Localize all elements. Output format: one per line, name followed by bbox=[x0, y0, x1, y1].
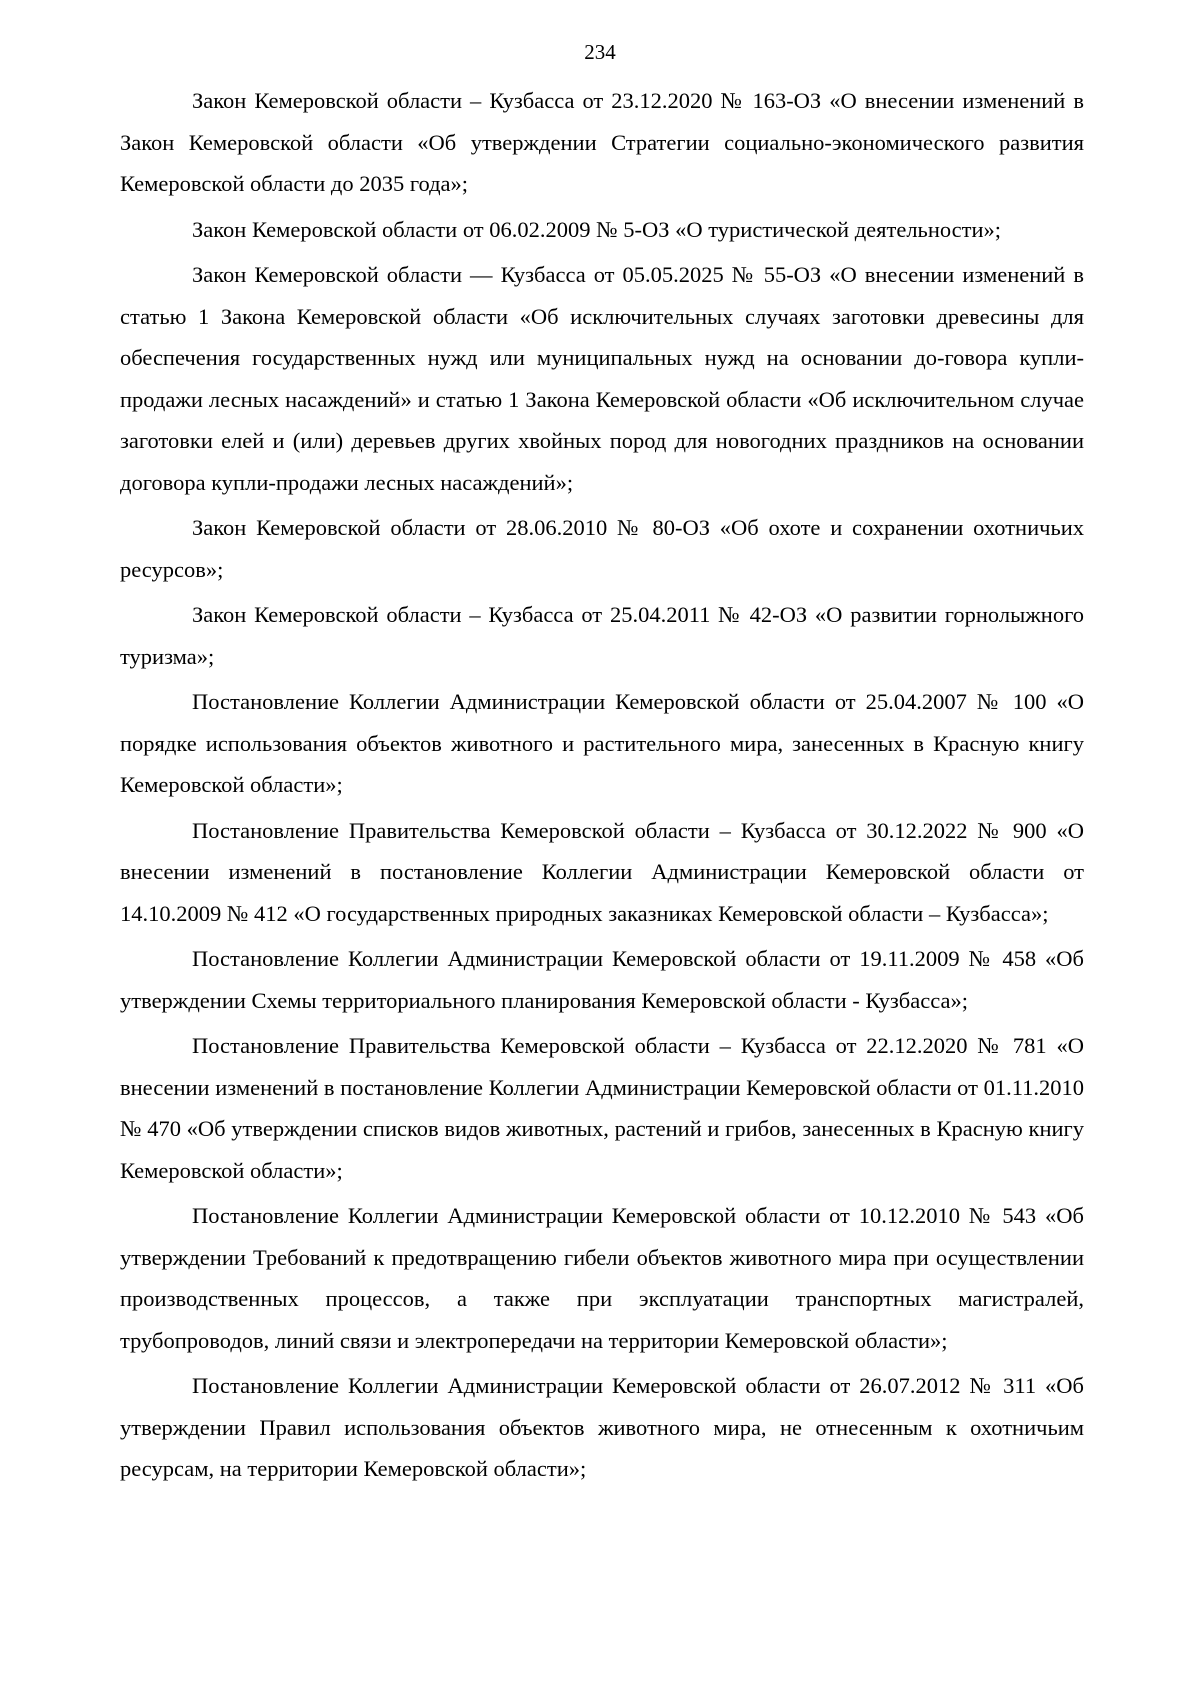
paragraph-resolution-781: Постановление Правительства Кемеровской области – Кузбасса от 22.12.2020 № 781 «О внесении изменений в постановление Коллегии Администрации Кемеровской области от 01.11.2010 № 470 «Об утверждении списков видов животных, растений и грибов, занесенных в Красную книгу Кемеровской области»; bbox=[120, 1033, 1084, 1183]
paragraph-law-42-oz: Закон Кемеровской области – Кузбасса от 25.04.2011 № 42-ОЗ «О развитии горнолыжного туризма»; bbox=[120, 602, 1084, 669]
document-body bbox=[120, 80, 1084, 1494]
paragraph-resolution-100: Постановление Коллегии Администрации Кемеровской области от 25.04.2007 № 100 «О порядке использования объектов животного и растительного мира, занесенных в Красную книгу Кемеровской области»; bbox=[120, 689, 1084, 797]
paragraph-resolution-900: Постановление Правительства Кемеровской области – Кузбасса от 30.12.2022 № 900 «О внесении изменений в постановление Коллегии Администрации Кемеровской области от 14.10.2009 № 412 «О государственных природных заказниках Кемеровской области – Кузбасса»; bbox=[120, 817, 1084, 926]
paragraph-law-80-oz: Закон Кемеровской области от 28.06.2010 № 80-ОЗ «Об охоте и сохранении охотничьих ресурсов»; bbox=[120, 515, 1084, 582]
paragraph-resolution-543: Постановление Коллегии Администрации Кемеровской области от 10.12.2010 № 543 «Об утверждении Требований к предотвращению гибели объектов животного мира при осуществлении производственных процессов, а также при эксплуатации транспортных магистралей, трубопроводов, линий связи и электропередачи на территории Кемеровской области»; bbox=[120, 1203, 1084, 1353]
paragraph-law-55-oz: Закон Кемеровской области — Кузбасса от 05.05.2025 № 55-ОЗ «О внесении изменений в статью 1 Закона Кемеровской области «Об исключительных случаях заготовки древесины для обеспечения государственных нужд или муниципальных нужд на основании до-говора купли-продажи лесных насаждений» и статью 1 Закона Кемеровской области «Об исключительном случае заготовки елей и (или) деревьев других хвойных пород для новогодних праздников на основании договора купли-продажи лесных насаждений»; bbox=[120, 262, 1084, 495]
paragraph-resolution-311: Постановление Коллегии Администрации Кемеровской области от 26.07.2012 № 311 «Об утверждении Правил использования объектов животного мира, не отнесенным к охотничьим ресурсам, на территории Кемеровской области»; bbox=[120, 1373, 1084, 1481]
paragraph-resolution-458: Постановление Коллегии Администрации Кемеровской области от 19.11.2009 № 458 «Об утверждении Схемы территориального планирования Кемеровской области - Кузбасса»; bbox=[120, 946, 1084, 1013]
paragraph-law-5-oz: Закон Кемеровской области от 06.02.2009 № 5-ОЗ «О туристической деятельности»; bbox=[192, 216, 1002, 242]
paragraph-law-163-oz: Закон Кемеровской области – Кузбасса от 23.12.2020 № 163-ОЗ «О внесении изменений в Закон Кемеровской области «Об утверждении Стратегии социально-экономического развития Кемеровской области до 2035 года»; bbox=[120, 88, 1084, 196]
page-number: 234 bbox=[584, 40, 616, 64]
